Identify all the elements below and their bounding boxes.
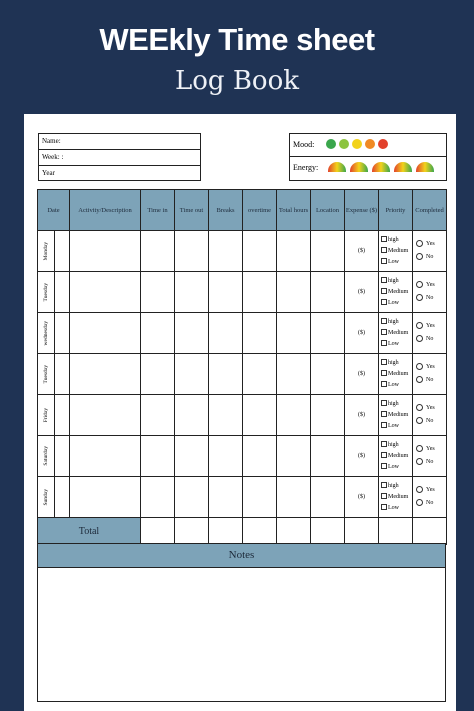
expense-symbol: ($) [358,412,365,418]
total-hours-cell[interactable] [277,313,311,354]
time-in-cell[interactable] [141,272,175,313]
day-row [38,313,447,354]
timesheet-page [24,114,456,711]
total-cell[interactable] [345,518,379,545]
priority-option[interactable] [381,481,412,492]
happy-face-icon[interactable] [326,139,336,149]
priority-label: Medium [388,411,409,418]
completed-label: Yes [426,446,435,452]
date-cell[interactable] [55,231,70,272]
col-total-hours: Total hours [277,190,311,231]
total-cell[interactable] [379,518,413,545]
priority-label: Low [388,340,399,347]
checkbox-icon[interactable] [381,359,387,365]
completed-option[interactable] [416,456,446,469]
breaks-cell[interactable] [209,395,243,436]
priority-label: Low [388,381,399,388]
priority-option[interactable] [381,317,412,328]
day-row [38,436,447,477]
checkbox-icon[interactable] [381,236,387,242]
radio-icon[interactable] [416,240,423,247]
priority-cell [379,477,413,518]
radio-icon[interactable] [416,281,423,288]
priority-option[interactable] [381,328,412,339]
energy-gauge-icon[interactable] [328,162,346,172]
breaks-cell[interactable] [209,436,243,477]
date-cell[interactable] [55,272,70,313]
completed-label: No [426,459,434,465]
day-cell [38,231,55,272]
activity-cell[interactable] [70,231,141,272]
total-cell[interactable] [277,518,311,545]
overtime-cell[interactable] [243,395,277,436]
checkbox-icon[interactable] [381,277,387,283]
energy-row [290,157,446,179]
radio-icon[interactable] [416,376,423,383]
priority-cell [379,313,413,354]
total-cell[interactable] [243,518,277,545]
time-out-cell[interactable] [175,354,209,395]
mood-row [290,134,446,157]
day-label: Tuesday [43,282,49,302]
total-hours-cell[interactable] [277,272,311,313]
activity-cell[interactable] [70,272,141,313]
priority-label: high [388,441,399,448]
location-cell[interactable] [311,354,345,395]
col-overtime: overtime [243,190,277,231]
date-cell[interactable] [55,477,70,518]
mood-label: Mood: [293,140,315,149]
info-box [38,133,201,181]
priority-label: Medium [388,247,409,254]
energy-gauge-icon[interactable] [416,162,434,172]
week-field[interactable]: Week: : [39,150,200,166]
neutral-face-icon[interactable] [352,139,362,149]
completed-label: No [426,336,434,342]
priority-option[interactable] [381,257,412,268]
checkbox-icon[interactable] [381,340,387,346]
priority-label: Low [388,422,399,429]
overtime-cell[interactable] [243,231,277,272]
completed-cell [413,272,447,313]
priority-label: high [388,482,399,489]
priority-option[interactable] [381,339,412,350]
timesheet-table [37,189,447,545]
checkbox-icon[interactable] [381,329,387,335]
col-expense: Expense ($) [345,190,379,231]
col-activity: Activity/Description [70,190,141,231]
time-in-cell[interactable] [141,354,175,395]
checkbox-icon[interactable] [381,504,387,510]
col-priority: Priority [379,190,413,231]
expense-cell[interactable] [345,395,379,436]
priority-label: Medium [388,452,409,459]
priority-label: Medium [388,329,409,336]
completed-label: No [426,377,434,383]
day-cell [38,313,55,354]
completed-option[interactable] [416,279,446,292]
angry-face-icon[interactable] [378,139,388,149]
expense-symbol: ($) [358,289,365,295]
radio-icon[interactable] [416,363,423,370]
energy-label: Energy: [293,163,319,172]
overtime-cell[interactable] [243,354,277,395]
expense-symbol: ($) [358,248,365,254]
day-row [38,272,447,313]
priority-label: Low [388,299,399,306]
priority-option[interactable] [381,421,412,432]
checkbox-icon[interactable] [381,400,387,406]
energy-gauge-icon[interactable] [350,162,368,172]
priority-label: Low [388,258,399,265]
expense-symbol: ($) [358,330,365,336]
energy-gauge-icon[interactable] [372,162,390,172]
col-time-out: Time out [175,190,209,231]
location-cell[interactable] [311,231,345,272]
checkbox-icon[interactable] [381,452,387,458]
day-row [38,354,447,395]
day-label: Sunday [43,488,49,506]
time-in-cell[interactable] [141,436,175,477]
completed-cell [413,354,447,395]
smiling-face-icon[interactable] [339,139,349,149]
priority-cell [379,231,413,272]
total-hours-cell[interactable] [277,395,311,436]
sad-face-icon[interactable] [365,139,375,149]
completed-option[interactable] [416,497,446,510]
checkbox-icon[interactable] [381,299,387,305]
completed-option[interactable] [416,251,446,264]
expense-symbol: ($) [358,494,365,500]
radio-icon[interactable] [416,322,423,329]
priority-option[interactable] [381,235,412,246]
day-label: Friday [43,407,49,423]
completed-cell [413,436,447,477]
col-date: Date [38,190,70,231]
priority-cell [379,354,413,395]
radio-icon[interactable] [416,458,423,465]
priority-cell [379,395,413,436]
completed-label: Yes [426,282,435,288]
completed-label: No [426,254,434,260]
cover-title: WEEkly Time sheet [99,22,375,57]
completed-cell [413,395,447,436]
completed-option[interactable] [416,320,446,333]
priority-label: Low [388,463,399,470]
day-label: Saturday [43,446,49,466]
checkbox-icon[interactable] [381,422,387,428]
expense-cell[interactable] [345,272,379,313]
mood-energy-box [289,133,447,181]
time-out-cell[interactable] [175,231,209,272]
priority-option[interactable] [381,298,412,309]
priority-label: high [388,236,399,243]
checkbox-icon[interactable] [381,441,387,447]
year-field[interactable]: Year [42,169,55,177]
time-out-cell[interactable] [175,272,209,313]
completed-label: No [426,500,434,506]
completed-label: Yes [426,487,435,493]
date-cell[interactable] [55,436,70,477]
notes-header: Notes [37,543,446,568]
priority-option[interactable] [381,380,412,391]
day-cell [38,477,55,518]
date-cell[interactable] [55,354,70,395]
radio-icon[interactable] [416,445,423,452]
checkbox-icon[interactable] [381,411,387,417]
name-field[interactable]: Name: [39,134,200,150]
activity-cell[interactable] [70,436,141,477]
checkbox-icon[interactable] [381,370,387,376]
completed-option[interactable] [416,361,446,374]
completed-cell [413,477,447,518]
time-out-cell[interactable] [175,436,209,477]
radio-icon[interactable] [416,486,423,493]
total-cell[interactable] [311,518,345,545]
time-in-cell[interactable] [141,313,175,354]
total-row [38,518,447,545]
activity-cell[interactable] [70,313,141,354]
day-label: Monday [43,241,49,261]
priority-label: high [388,318,399,325]
expense-cell[interactable] [345,477,379,518]
total-hours-cell[interactable] [277,436,311,477]
activity-cell[interactable] [70,477,141,518]
completed-label: No [426,295,434,301]
activity-cell[interactable] [70,354,141,395]
date-cell[interactable] [55,395,70,436]
priority-option[interactable] [381,492,412,503]
cover-subtitle: Log Book [175,66,299,96]
day-label: Tuesday [43,364,49,384]
breaks-cell[interactable] [209,231,243,272]
activity-cell[interactable] [70,395,141,436]
completed-label: Yes [426,364,435,370]
radio-icon[interactable] [416,294,423,301]
expense-cell[interactable] [345,436,379,477]
total-cell[interactable] [413,518,447,545]
time-in-cell[interactable] [141,231,175,272]
checkbox-icon[interactable] [381,258,387,264]
priority-option[interactable] [381,399,412,410]
location-cell[interactable] [311,477,345,518]
location-cell[interactable] [311,272,345,313]
completed-label: Yes [426,323,435,329]
day-row [38,477,447,518]
completed-option[interactable] [416,333,446,346]
day-label: wednesday [43,320,49,346]
breaks-cell[interactable] [209,313,243,354]
completed-option[interactable] [416,443,446,456]
priority-option[interactable] [381,451,412,462]
day-cell [38,272,55,313]
checkbox-icon[interactable] [381,493,387,499]
time-in-cell[interactable] [141,477,175,518]
col-time-in: Time in [141,190,175,231]
day-row [38,395,447,436]
col-completed: Completed [413,190,447,231]
total-hours-cell[interactable] [277,231,311,272]
checkbox-icon[interactable] [381,288,387,294]
priority-label: Medium [388,288,409,295]
completed-label: Yes [426,241,435,247]
priority-option[interactable] [381,246,412,257]
time-out-cell[interactable] [175,313,209,354]
total-hours-cell[interactable] [277,477,311,518]
priority-option[interactable] [381,369,412,380]
completed-option[interactable] [416,484,446,497]
total-cell[interactable] [141,518,175,545]
header-row [38,190,447,231]
time-out-cell[interactable] [175,477,209,518]
completed-label: No [426,418,434,424]
priority-option[interactable] [381,440,412,451]
total-cell[interactable] [209,518,243,545]
checkbox-icon[interactable] [381,463,387,469]
day-cell [38,436,55,477]
total-hours-cell[interactable] [277,354,311,395]
completed-option[interactable] [416,292,446,305]
expense-cell[interactable] [345,313,379,354]
completed-option[interactable] [416,238,446,251]
location-cell[interactable] [311,436,345,477]
expense-cell[interactable] [345,354,379,395]
day-cell [38,395,55,436]
total-cell[interactable] [175,518,209,545]
priority-option[interactable] [381,503,412,514]
expense-symbol: ($) [358,453,365,459]
breaks-cell[interactable] [209,354,243,395]
priority-label: Medium [388,370,409,377]
radio-icon[interactable] [416,499,423,506]
time-in-cell[interactable] [141,395,175,436]
priority-option[interactable] [381,287,412,298]
radio-icon[interactable] [416,417,423,424]
completed-option[interactable] [416,415,446,428]
priority-cell [379,436,413,477]
completed-cell [413,231,447,272]
priority-label: high [388,400,399,407]
expense-cell[interactable] [345,231,379,272]
day-cell [38,354,55,395]
priority-label: Low [388,504,399,511]
col-breaks: Breaks [209,190,243,231]
energy-gauge-icon[interactable] [394,162,412,172]
overtime-cell[interactable] [243,272,277,313]
completed-label: Yes [426,405,435,411]
date-cell[interactable] [55,313,70,354]
priority-label: high [388,359,399,366]
col-location: Location [311,190,345,231]
breaks-cell[interactable] [209,477,243,518]
notes-area[interactable] [37,568,446,702]
checkbox-icon[interactable] [381,482,387,488]
overtime-cell[interactable] [243,477,277,518]
priority-label: Medium [388,493,409,500]
checkbox-icon[interactable] [381,381,387,387]
location-cell[interactable] [311,395,345,436]
overtime-cell[interactable] [243,436,277,477]
day-row [38,231,447,272]
checkbox-icon[interactable] [381,318,387,324]
priority-option[interactable] [381,276,412,287]
completed-option[interactable] [416,374,446,387]
location-cell[interactable] [311,313,345,354]
breaks-cell[interactable] [209,272,243,313]
priority-label: high [388,277,399,284]
checkbox-icon[interactable] [381,247,387,253]
priority-option[interactable] [381,410,412,421]
overtime-cell[interactable] [243,313,277,354]
priority-option[interactable] [381,358,412,369]
time-out-cell[interactable] [175,395,209,436]
expense-symbol: ($) [358,371,365,377]
completed-option[interactable] [416,402,446,415]
completed-cell [413,313,447,354]
priority-option[interactable] [381,462,412,473]
radio-icon[interactable] [416,335,423,342]
total-label: Total [38,518,141,545]
radio-icon[interactable] [416,404,423,411]
radio-icon[interactable] [416,253,423,260]
priority-cell [379,272,413,313]
